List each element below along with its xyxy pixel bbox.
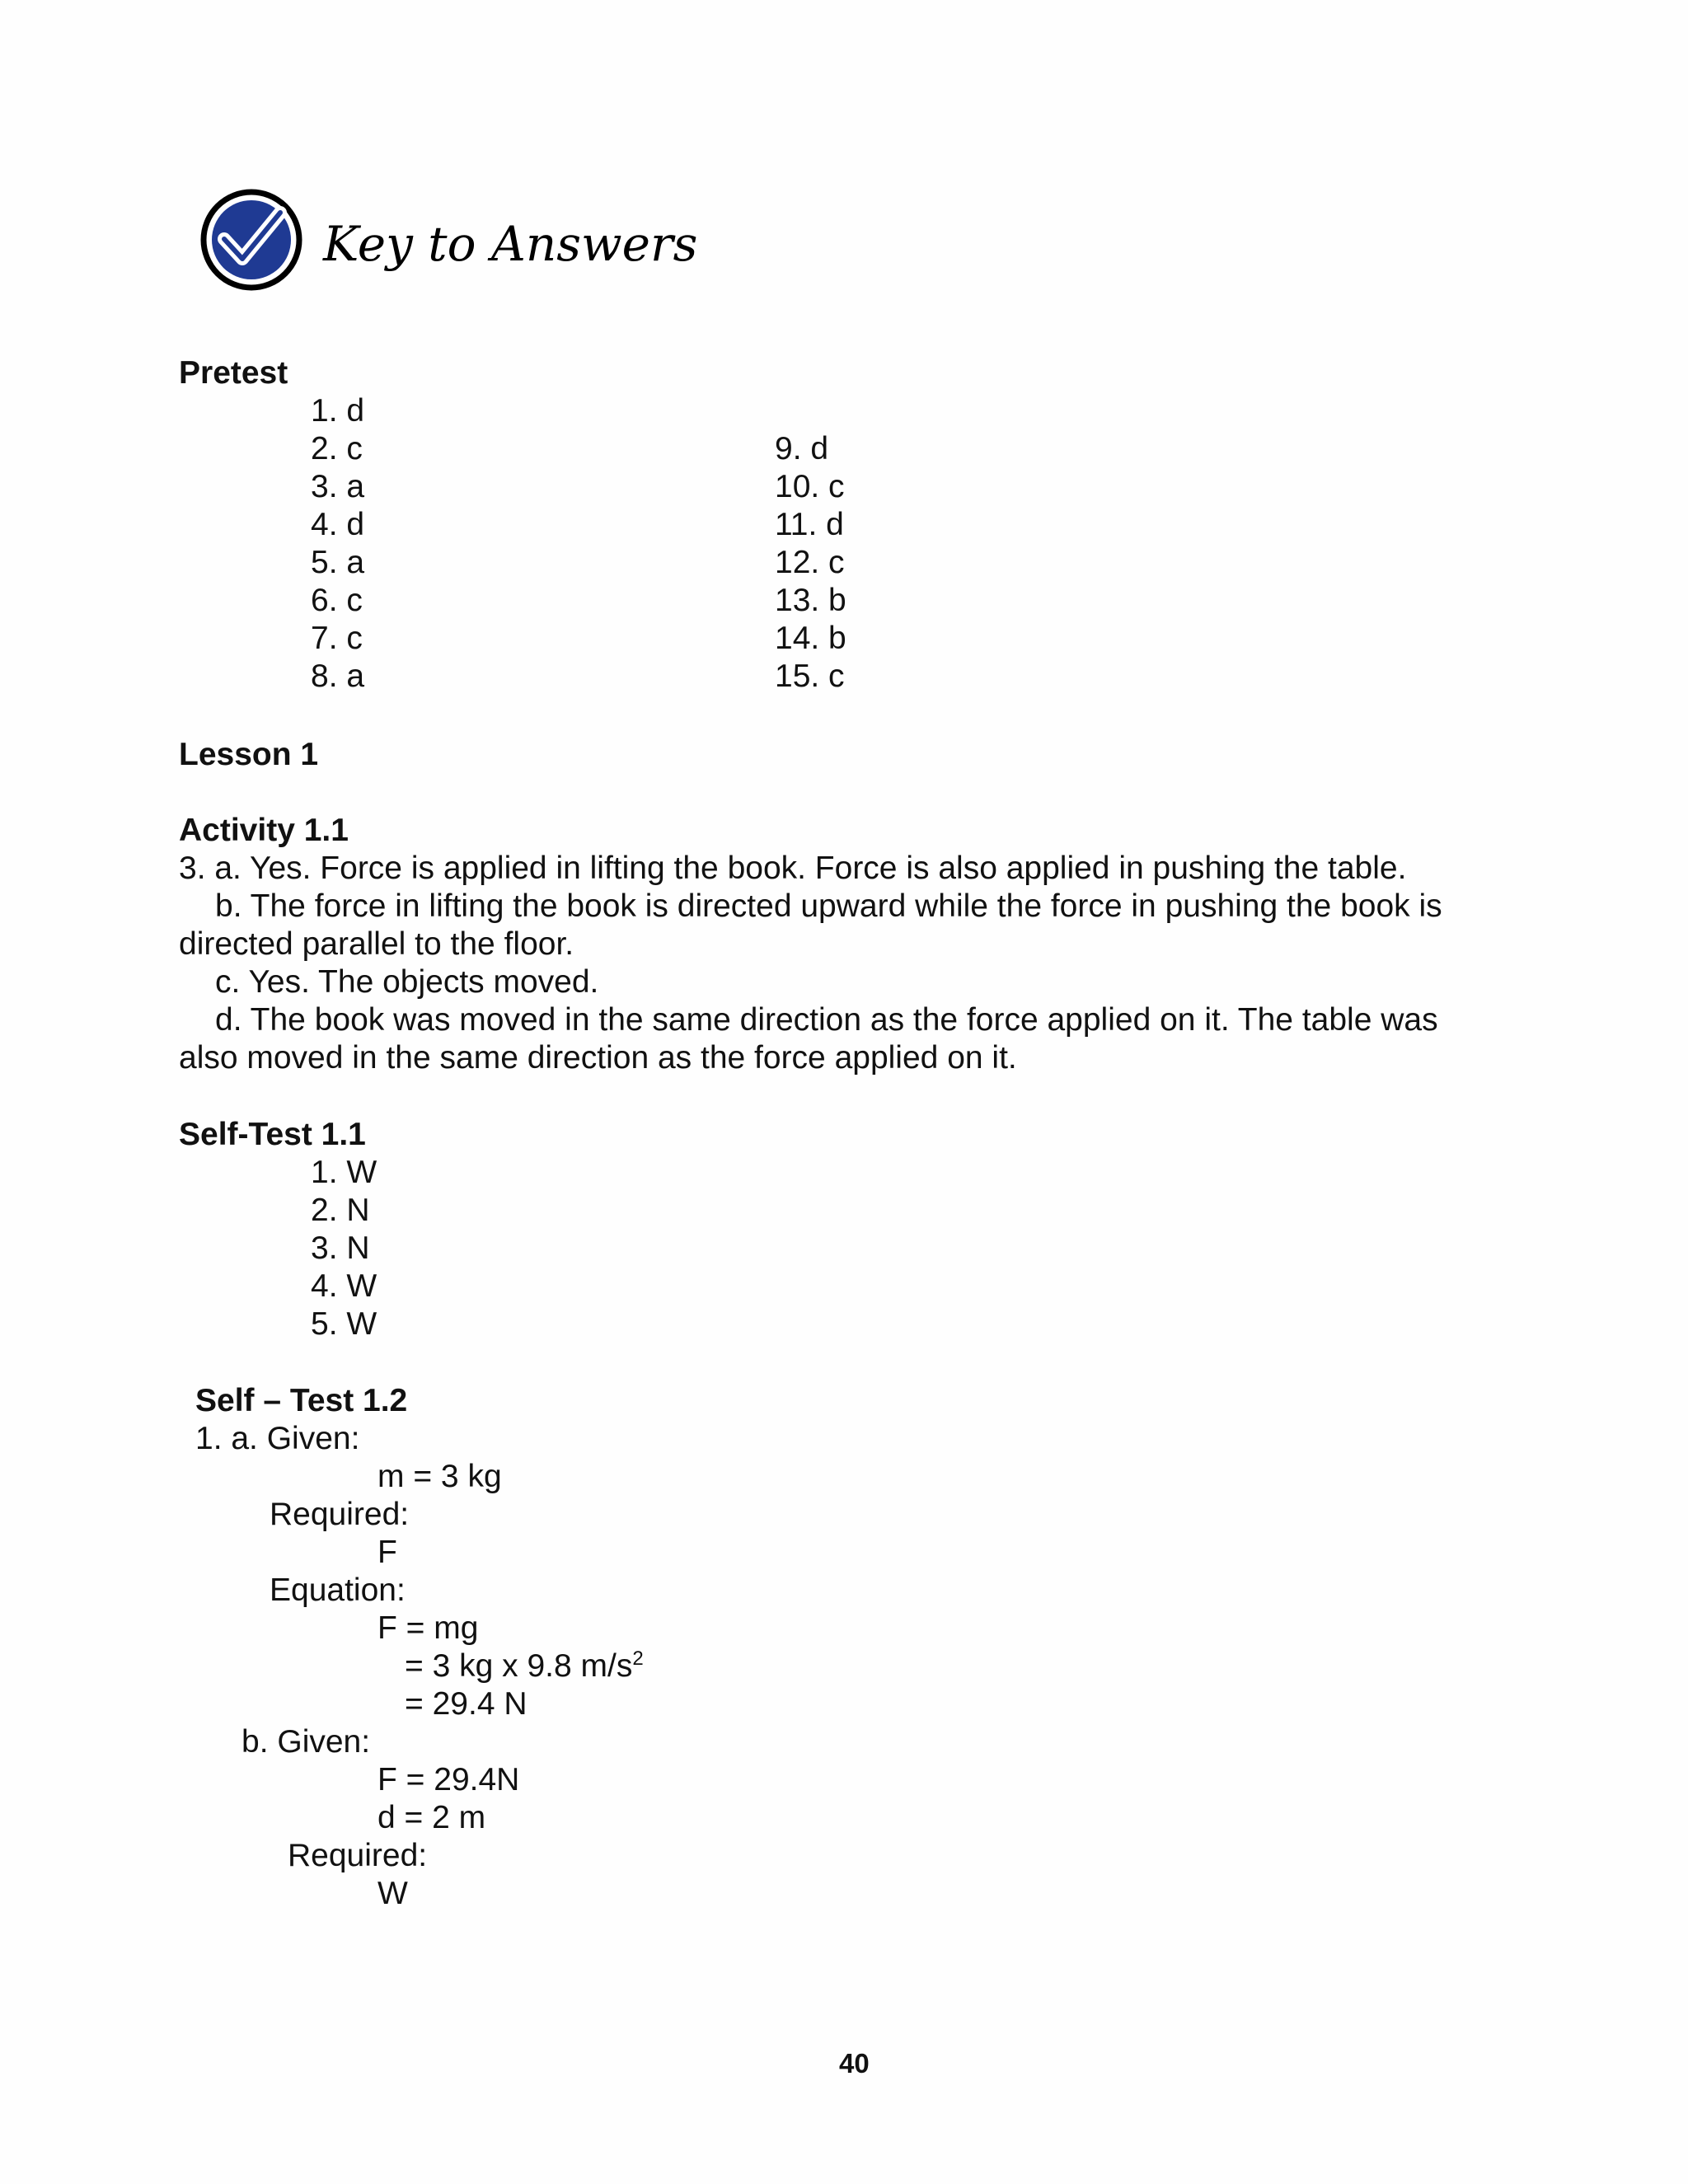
pretest-answer: 1. d: [311, 393, 365, 429]
solution-line: = 29.4 N: [405, 1686, 528, 1722]
pretest-answer: 13. b: [775, 583, 846, 618]
solution-line: Required:: [288, 1838, 428, 1873]
pretest-answer: 2. c: [311, 431, 363, 466]
solution-line: b. Given:: [241, 1724, 371, 1760]
solution-line: F = mg: [377, 1610, 479, 1646]
selftest-heading: Self – Test 1.2: [195, 1383, 408, 1418]
solution-line: d = 2 m: [377, 1800, 486, 1835]
selftest-answer: 5. W: [311, 1306, 377, 1342]
pretest-answer: 8. a: [311, 658, 365, 694]
activity-answer-line: directed parallel to the floor.: [179, 926, 574, 962]
activity-answer-line: c. Yes. The objects moved.: [215, 964, 599, 1000]
selftest-answer: 2. N: [311, 1193, 370, 1228]
pretest-answer: 5. a: [311, 545, 365, 580]
pretest-answer: 14. b: [775, 621, 846, 656]
selftest-answer: 4. W: [311, 1268, 377, 1304]
solution-line: 1. a. Given:: [195, 1421, 360, 1456]
pretest-answer: 6. c: [311, 583, 363, 618]
selftest-answer: 3. N: [311, 1230, 370, 1266]
pretest-answer: 12. c: [775, 545, 845, 580]
activity-answer-line: 3. a. Yes. Force is applied in lifting the book. Force is also applied in pushing the table.: [179, 851, 1407, 886]
equation-text: = 3 kg x 9.8 m/s: [405, 1648, 633, 1684]
solution-line: W: [377, 1876, 408, 1911]
activity-answer-line: b. The force in lifting the book is directed upward while the force in pushing the book is: [215, 888, 1442, 924]
pretest-answer: 11. d: [775, 507, 844, 542]
solution-line: F = 29.4N: [377, 1762, 520, 1797]
solution-line: m = 3 kg: [377, 1459, 502, 1494]
solution-line: Required:: [270, 1497, 410, 1532]
solution-line: [405, 1647, 644, 1685]
selftest-answer: 1. W: [311, 1155, 377, 1190]
lesson-heading: Lesson 1: [179, 737, 319, 772]
activity-answer-line: d. The book was moved in the same direction as the force applied on it. The table was: [215, 1002, 1438, 1038]
solution-line: Equation:: [270, 1572, 406, 1608]
selftest-heading: Self-Test 1.1: [179, 1117, 366, 1152]
pretest-answer: 4. d: [311, 507, 365, 542]
page-number: 40: [839, 2048, 870, 2079]
pretest-answer: 10. c: [775, 469, 845, 504]
activity-answer-line: also moved in the same direction as the force applied on it.: [179, 1040, 1017, 1076]
pretest-heading: Pretest: [179, 355, 288, 391]
pretest-answer: 3. a: [311, 469, 365, 504]
pretest-answer: 9. d: [775, 431, 829, 466]
checkmark-circle-icon: [199, 188, 303, 292]
page-title: Key to Answers: [323, 216, 698, 272]
pretest-answer: 7. c: [311, 621, 363, 656]
solution-line: F: [377, 1535, 397, 1570]
exponent: 2: [632, 1647, 644, 1670]
pretest-answer: 15. c: [775, 658, 845, 694]
activity-heading: Activity 1.1: [179, 813, 349, 848]
